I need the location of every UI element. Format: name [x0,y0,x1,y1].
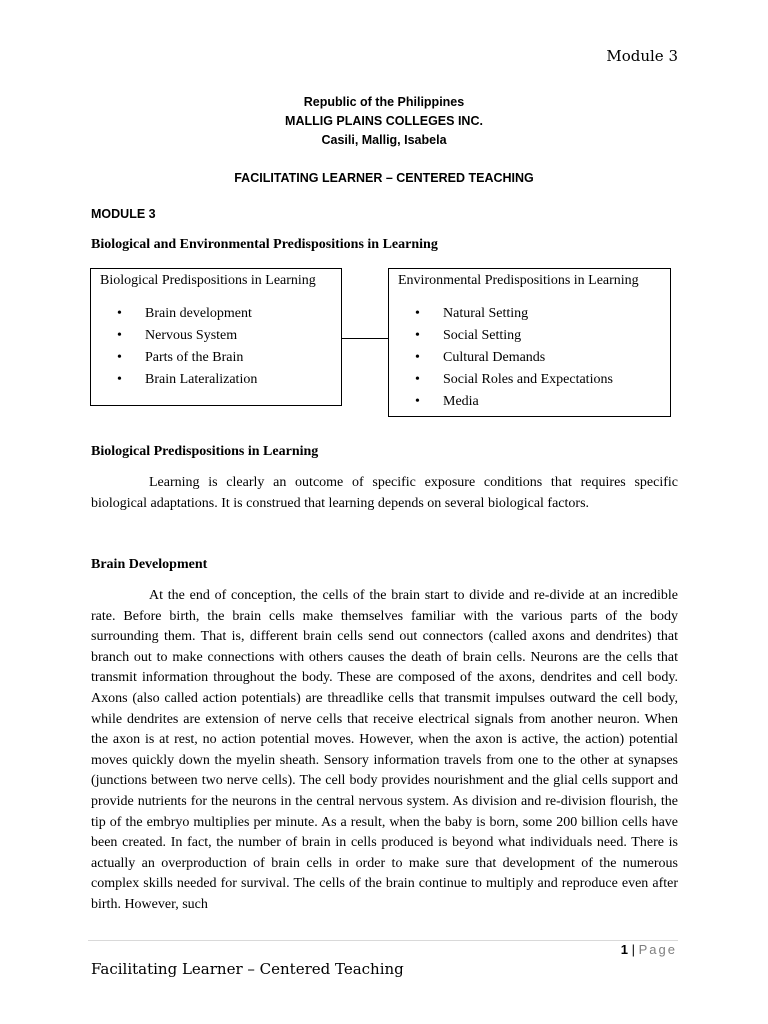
page-separator: | [631,942,635,957]
paragraph-brain-development: At the end of conception, the cells of the brain start to divide and re-divide at an incredible rate. Before birth, the brain cells make themselves familiar with the various parts of the body surrounding them. That is, different brain cells send out connectors (called axons and dendrites) that branch out to make connections with others causes the death of brain cells. Neurons are the cells that transmit information throughout the body. These are composed of the axons, dendrites and cell body. Axons (also called action potentials) are threadlike cells that transmit impulses outward the cell body, while dendrites are extension of nerve cells that receive electrical signals from another neuron. When the axon is at rest, no action potential moves. However, when the axon is active, the action) potential moves quickly down the myelin sheath. Sensory information travels from one to the other at synapses (junctions between two nerve cells). The cell body provides nourishment and the glial cells support and provide nutrients for the neurons in the central nervous system. As division and re-division flourish, the tip of the embryo multiplies per minute. As a result, when the baby is born, some 200 billion cells have been created. In fact, the number of brain in cells produced is beyond what individuals need. There is actually an overproduction of brain cells in order to make sure that development of the numerous complex skills needed for survival. The cells of the brain continue to multiply and reproduce even after birth. However, such [91,588,678,912]
environmental-list [413,304,613,414]
document-title: Biological and Environmental Predispositions in Learning [91,237,438,252]
page-number [621,942,677,957]
list-item: • Brain Lateralization [115,370,257,392]
list-item: • Media [413,392,613,414]
list-item: • Cultural Demands [413,348,613,370]
running-footer-title: Facilitating Learner – Centered Teaching [91,960,404,978]
biological-list [115,304,257,392]
page-number-value: 1 [620,942,628,957]
paragraph-biological-intro: Learning is clearly an outcome of specific exposure conditions that requires specific biological adaptations. It is construed that learning depends on several biological factors. [91,475,678,511]
section-heading-brain-development: Brain Development [91,557,208,572]
environmental-box-title: Environmental Predispositions in Learning [398,273,639,288]
biological-box-title: Biological Predispositions in Learning [100,273,316,288]
box-connector-line [342,338,388,339]
environmental-box [388,268,671,417]
list-item: • Social Roles and Expectations [413,370,613,392]
running-header-module: Module 3 [606,47,678,65]
page-word: Page [638,942,677,957]
republic-line: Republic of the Philippines [303,95,465,109]
list-item: • Nervous System [115,326,257,348]
list-item: • Natural Setting [413,304,613,326]
college-name: MALLIG PLAINS COLLEGES INC. [285,114,483,128]
list-item: • Social Setting [413,326,613,348]
list-item: • Parts of the Brain [115,348,257,370]
course-title: FACILITATING LEARNER – CENTERED TEACHING [234,171,534,185]
section-heading-biological: Biological Predispositions in Learning [91,444,319,459]
footer-divider [88,940,678,941]
module-number: MODULE 3 [91,207,156,221]
biological-box [90,268,342,406]
list-item: • Brain development [115,304,257,326]
college-address: Casili, Mallig, Isabela [321,133,447,147]
